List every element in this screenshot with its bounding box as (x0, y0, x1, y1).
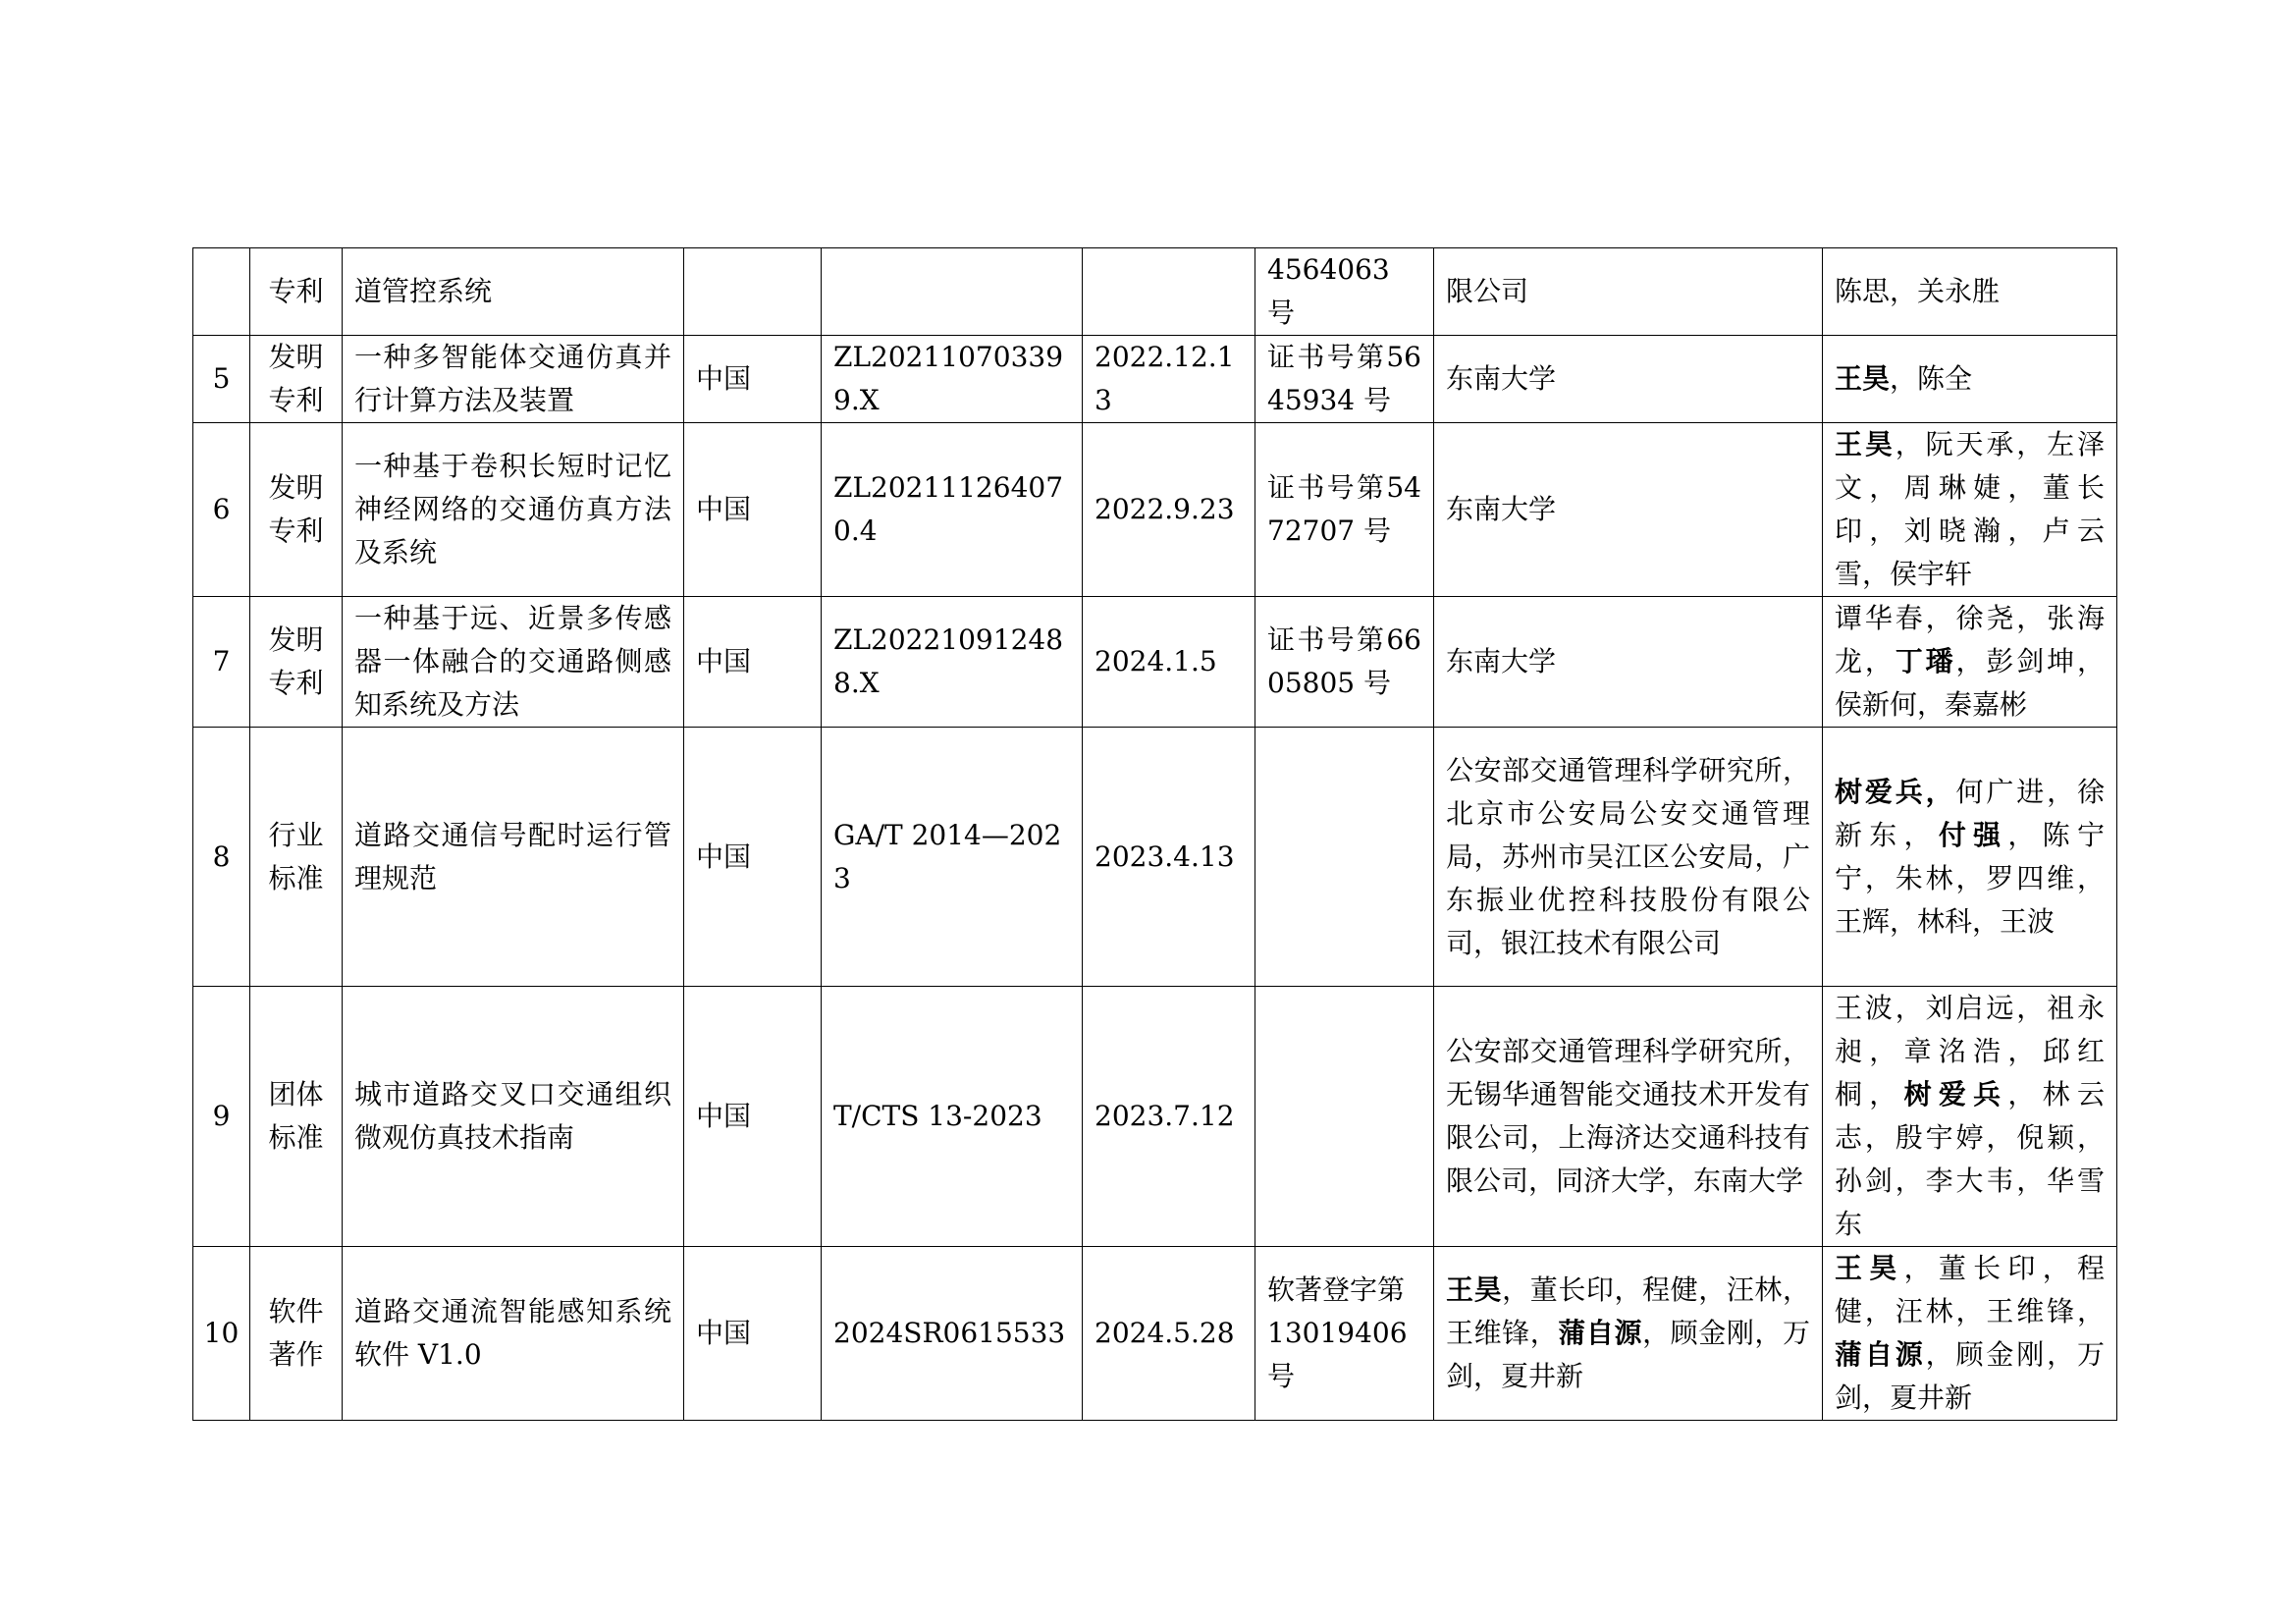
inventors (1823, 336, 2117, 423)
ip-type: 专利 (250, 248, 343, 336)
name-text: ，彭剑坤，侯新何，秦嘉彬 (1835, 645, 2105, 721)
name-text: 陈思，关永胜 (1835, 275, 2001, 307)
name-text: ，陈宁宁，朱林，罗四维，王辉，林科，王波 (1835, 818, 2105, 938)
table-row (193, 597, 2117, 728)
ip-title: 道路交通信号配时运行管理规范 (343, 728, 684, 987)
inventors (1823, 728, 2117, 987)
country (684, 248, 822, 336)
rights-holder: 公安部交通管理科学研究所，无锡华通智能交通技术开发有限公司，上海济达交通科技有限公司，同济大学，东南大学 (1434, 987, 1823, 1247)
grant-date (1083, 248, 1255, 336)
ip-title: 一种基于远、近景多传感器一体融合的交通路侧感知系统及方法 (343, 597, 684, 728)
row-number (193, 248, 250, 336)
certificate-number (1255, 987, 1434, 1247)
ip-title: 道管控系统 (343, 248, 684, 336)
row-number: 10 (193, 1247, 250, 1421)
country: 中国 (684, 423, 822, 597)
country: 中国 (684, 336, 822, 423)
ip-type: 发明专利 (250, 597, 343, 728)
rights-holder: 东南大学 (1434, 423, 1823, 597)
ip-type: 团体标准 (250, 987, 343, 1247)
certificate-number: 软著登字第13019406 号 (1255, 1247, 1434, 1421)
table-row (193, 1247, 2117, 1421)
row-number: 6 (193, 423, 250, 597)
highlighted-name: 王昊 (1835, 1252, 1904, 1284)
row-number: 9 (193, 987, 250, 1247)
country: 中国 (684, 728, 822, 987)
grant-date: 2023.7.12 (1083, 987, 1255, 1247)
patent-number: 2024SR0615533 (822, 1247, 1083, 1421)
grant-date: 2022.12.13 (1083, 336, 1255, 423)
highlighted-name: 丁璠 (1895, 645, 1956, 677)
certificate-number (1255, 728, 1434, 987)
highlighted-name: 王昊 (1835, 362, 1891, 395)
inventors (1823, 423, 2117, 597)
table-row (193, 728, 2117, 987)
certificate-number: 证书号第5472707 号 (1255, 423, 1434, 597)
grant-date: 2023.4.13 (1083, 728, 1255, 987)
row-number: 8 (193, 728, 250, 987)
highlighted-name: 蒲自源 (1835, 1338, 1926, 1371)
certificate-number: 证书号第5645934 号 (1255, 336, 1434, 423)
name-text: ，董长印，程健，汪林，王维锋， (1835, 1252, 2105, 1327)
patent-number: ZL202111264070.4 (822, 423, 1083, 597)
name-text: 王波，刘启远，祖永昶，章洺浩，邱红桐， (1835, 992, 2105, 1110)
table-row (193, 336, 2117, 423)
country: 中国 (684, 597, 822, 728)
ip-title: 一种多智能体交通仿真并行计算方法及装置 (343, 336, 684, 423)
ip-title: 城市道路交叉口交通组织微观仿真技术指南 (343, 987, 684, 1247)
ip-title: 道路交通流智能感知系统软件 V1.0 (343, 1247, 684, 1421)
rights-holder: 东南大学 (1434, 597, 1823, 728)
patent-number: ZL202110703399.X (822, 336, 1083, 423)
country: 中国 (684, 1247, 822, 1421)
highlighted-name: 蒲自源 (1558, 1317, 1643, 1349)
patent-number (822, 248, 1083, 336)
grant-date: 2024.5.28 (1083, 1247, 1255, 1421)
name-text: ，陈全 (1890, 362, 1973, 395)
patent-number: GA/T 2014—2023 (822, 728, 1083, 987)
name-text: ，顾金刚，万剑，夏井新 (1835, 1338, 2105, 1414)
patent-number: T/CTS 13-2023 (822, 987, 1083, 1247)
ip-table (192, 247, 2117, 1421)
country: 中国 (684, 987, 822, 1247)
highlighted-name: 付强 (1938, 818, 2008, 851)
grant-date: 2022.9.23 (1083, 423, 1255, 597)
inventors (1823, 987, 2117, 1247)
ip-type: 行业标准 (250, 728, 343, 987)
rights-holder (1434, 1247, 1823, 1421)
ip-type: 发明专利 (250, 336, 343, 423)
highlighted-name: 树爱兵， (1835, 775, 1956, 808)
table-row (193, 423, 2117, 597)
inventors (1823, 248, 2117, 336)
highlighted-name: 树爱兵 (1903, 1078, 2008, 1110)
inventors (1823, 597, 2117, 728)
highlighted-name: 王昊 (1835, 428, 1896, 460)
table-row (193, 987, 2117, 1247)
grant-date: 2024.1.5 (1083, 597, 1255, 728)
certificate-number: 4564063 号 (1255, 248, 1434, 336)
name-text: ，林云志，殷宇婷，倪颖，孙剑，李大韦，华雪东 (1835, 1078, 2105, 1240)
row-number: 7 (193, 597, 250, 728)
rights-holder: 公安部交通管理科学研究所，北京市公安局公安交通管理局，苏州市吴江区公安局，广东振业优控科技股份有限公司，银江技术有限公司 (1434, 728, 1823, 987)
highlighted-name: 王昊 (1446, 1273, 1503, 1306)
row-number: 5 (193, 336, 250, 423)
name-text: ，顾金刚，万剑，夏井新 (1446, 1317, 1810, 1392)
ip-type: 软件著作 (250, 1247, 343, 1421)
name-text: ，阮天承，左泽文，周琳婕，董长印，刘晓瀚，卢云雪，侯宇轩 (1835, 428, 2105, 590)
table-row (193, 248, 2117, 336)
rights-holder: 限公司 (1434, 248, 1823, 336)
name-text: 谭华春，徐尧，张海龙， (1835, 602, 2105, 677)
patent-number: ZL202210912488.X (822, 597, 1083, 728)
inventors (1823, 1247, 2117, 1421)
name-text: 何广进，徐新东， (1835, 775, 2105, 851)
ip-title: 一种基于卷积长短时记忆神经网络的交通仿真方法及系统 (343, 423, 684, 597)
ip-type: 发明专利 (250, 423, 343, 597)
certificate-number: 证书号第6605805 号 (1255, 597, 1434, 728)
rights-holder: 东南大学 (1434, 336, 1823, 423)
name-text: ，董长印，程健，汪林，王维锋， (1446, 1273, 1810, 1349)
